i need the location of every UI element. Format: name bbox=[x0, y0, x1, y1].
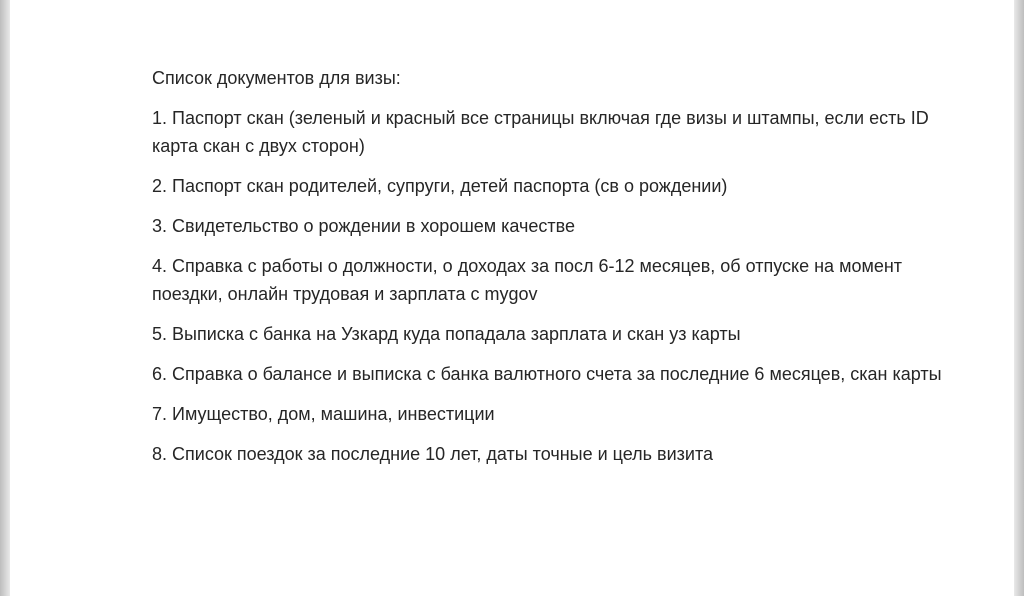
document-content bbox=[152, 64, 972, 480]
list-item-3: 3. Свидетельство о рождении в хорошем качестве bbox=[152, 216, 576, 236]
list-item-7: 7. Имущество, дом, машина, инвестиции bbox=[152, 404, 495, 424]
list-item-4: 4. Справка с работы о должности, о доходах за посл 6-12 месяцев, об отпуске на момент поездки, онлайн трудовая и зарплата с mygov bbox=[152, 256, 903, 304]
list-item-8: 8. Список поездок за последние 10 лет, даты точные и цель визита bbox=[152, 444, 714, 464]
document-title: Список документов для визы: bbox=[152, 68, 401, 88]
page-shadow-right bbox=[1014, 0, 1024, 596]
list-item-2: 2. Паспорт скан родителей, супруги, детей паспорта (св о рождении) bbox=[152, 176, 728, 196]
page-shadow-left bbox=[0, 0, 10, 596]
list-item-6: 6. Справка о балансе и выписка с банка валютного счета за последние 6 месяцев, скан карты bbox=[152, 364, 942, 384]
list-item-5: 5. Выписка с банка на Узкард куда попадала зарплата и скан уз карты bbox=[152, 324, 741, 344]
list-item-1: 1. Паспорт скан (зеленый и красный все страницы включая где визы и штампы, если есть ID карта скан с двух сторон) bbox=[152, 108, 929, 156]
document-page bbox=[10, 0, 1014, 596]
document-list bbox=[152, 104, 972, 468]
